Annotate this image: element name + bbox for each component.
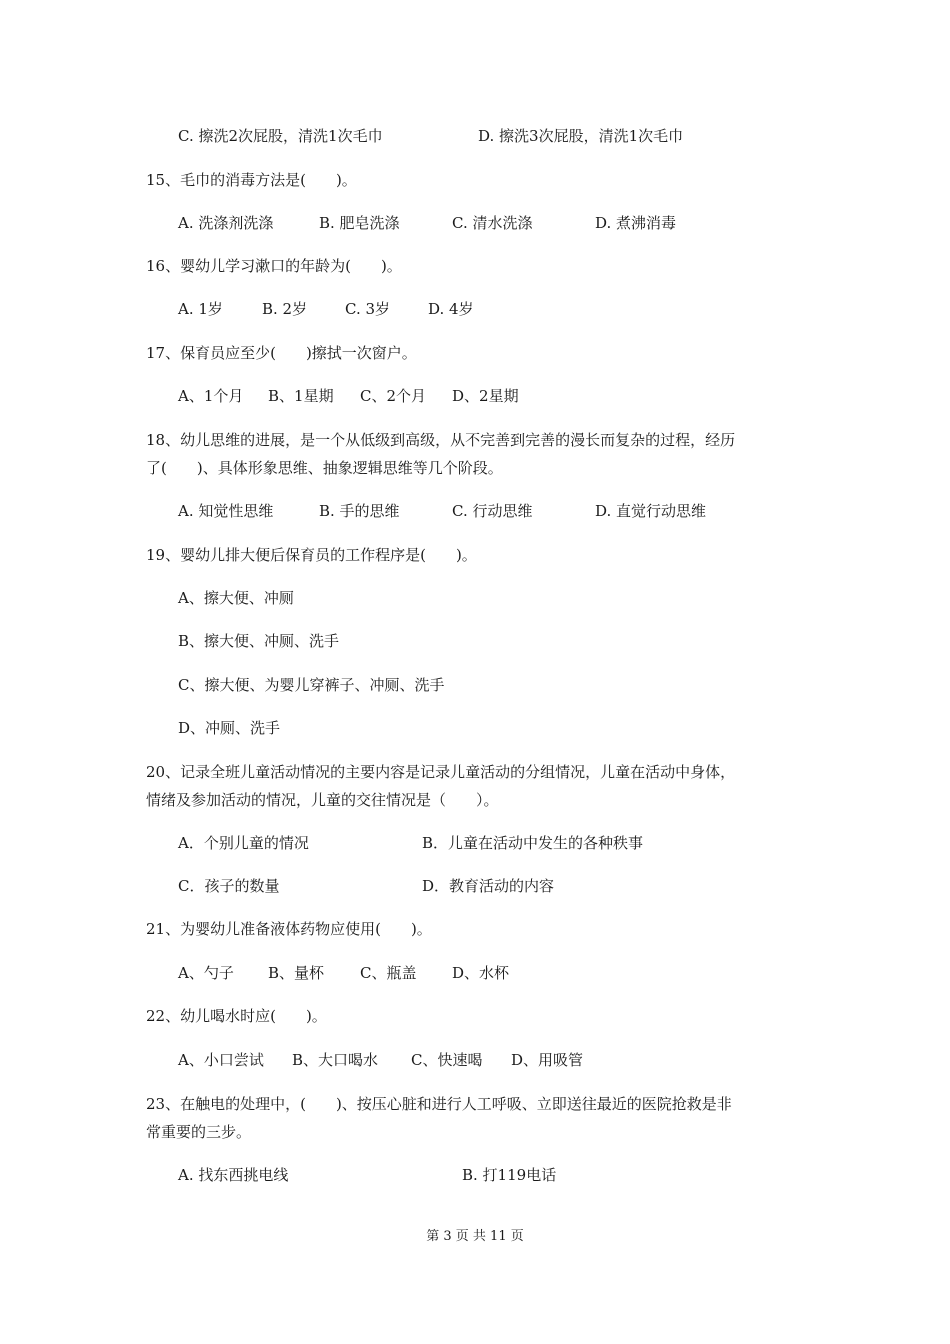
- question-text: 20、记录全班儿童活动情况的主要内容是记录儿童活动的分组情况，儿童在活动中身体，: [146, 763, 736, 781]
- question-text: 22、幼儿喝水时应( )。: [146, 1007, 327, 1025]
- question-text: 情绪及参加活动的情况，儿童的交往情况是（ ）。: [146, 791, 499, 809]
- answer-option: D. 煮沸消毒: [595, 214, 677, 232]
- answer-option: A. 知觉性思维: [178, 502, 274, 520]
- answer-option: C. 3岁: [345, 300, 391, 318]
- answer-option: A、擦大便、冲厕: [178, 589, 294, 607]
- question-text: 17、保育员应至少( )擦拭一次窗户。: [146, 344, 417, 362]
- answer-option: A. 洗涤剂洗涤: [178, 214, 274, 232]
- answer-option: C. 清水洗涤: [452, 214, 533, 232]
- answer-option: B、1星期: [268, 387, 334, 405]
- page-footer: [0, 1228, 950, 1246]
- answer-option: D、2星期: [452, 387, 519, 405]
- answer-option: A、勺子: [178, 964, 234, 982]
- answer-option: D、水杯: [452, 964, 510, 982]
- answer-option: B. 2岁: [262, 300, 308, 318]
- question-text: 了( )、具体形象思维、抽象逻辑思维等几个阶段。: [146, 459, 503, 477]
- answer-option: B、量杯: [268, 964, 325, 982]
- answer-option: D、冲厕、洗手: [178, 719, 281, 737]
- answer-option: D. 直觉行动思维: [595, 502, 707, 520]
- answer-option: C. 擦洗2次屁股，清洗1次毛巾: [178, 127, 383, 145]
- answer-option: C、快速喝: [411, 1051, 483, 1069]
- question-text: 16、婴幼儿学习漱口的年龄为( )。: [146, 257, 402, 275]
- answer-option: D. 擦洗3次屁股，清洗1次毛巾: [478, 127, 684, 145]
- question-text: 15、毛巾的消毒方法是( )。: [146, 171, 357, 189]
- answer-option: A、小口尝试: [178, 1051, 264, 1069]
- answer-option: B. 手的思维: [319, 502, 400, 520]
- answer-option: C、擦大便、为婴儿穿裤子、冲厕、洗手: [178, 676, 445, 694]
- answer-option: A. 找东西挑电线: [178, 1166, 289, 1184]
- answer-option: C．孩子的数量: [178, 877, 280, 895]
- answer-option: B、大口喝水: [292, 1051, 379, 1069]
- answer-option: B、擦大便、冲厕、洗手: [178, 632, 340, 650]
- question-text: 常重要的三步。: [146, 1123, 252, 1141]
- question-text: 21、为婴幼儿准备液体药物应使用( )。: [146, 920, 432, 938]
- answer-option: B．儿童在活动中发生的各种秩事: [422, 834, 644, 852]
- answer-option: D、用吸管: [511, 1051, 584, 1069]
- page-number: 第 3 页 共 11 页: [426, 1229, 524, 1244]
- answer-option: A. 1岁: [178, 300, 223, 318]
- answer-option: B. 肥皂洗涤: [319, 214, 400, 232]
- question-text: 18、幼儿思维的进展，是一个从低级到高级，从不完善到完善的漫长而复杂的过程，经历: [146, 431, 736, 449]
- question-text: 19、婴幼儿排大便后保育员的工作程序是( )。: [146, 546, 477, 564]
- answer-option: C、2个月: [360, 387, 427, 405]
- answer-option: A、1个月: [178, 387, 244, 405]
- answer-option: B. 打119电话: [462, 1166, 557, 1184]
- answer-option: D．教育活动的内容: [422, 877, 555, 895]
- answer-option: D. 4岁: [428, 300, 474, 318]
- question-text: 23、在触电的处理中，( )、按压心脏和进行人工呼吸、立即送往最近的医院抢救是非: [146, 1095, 732, 1113]
- answer-option: C、瓶盖: [360, 964, 417, 982]
- answer-option: C. 行动思维: [452, 502, 533, 520]
- answer-option: A．个别儿童的情况: [178, 834, 309, 852]
